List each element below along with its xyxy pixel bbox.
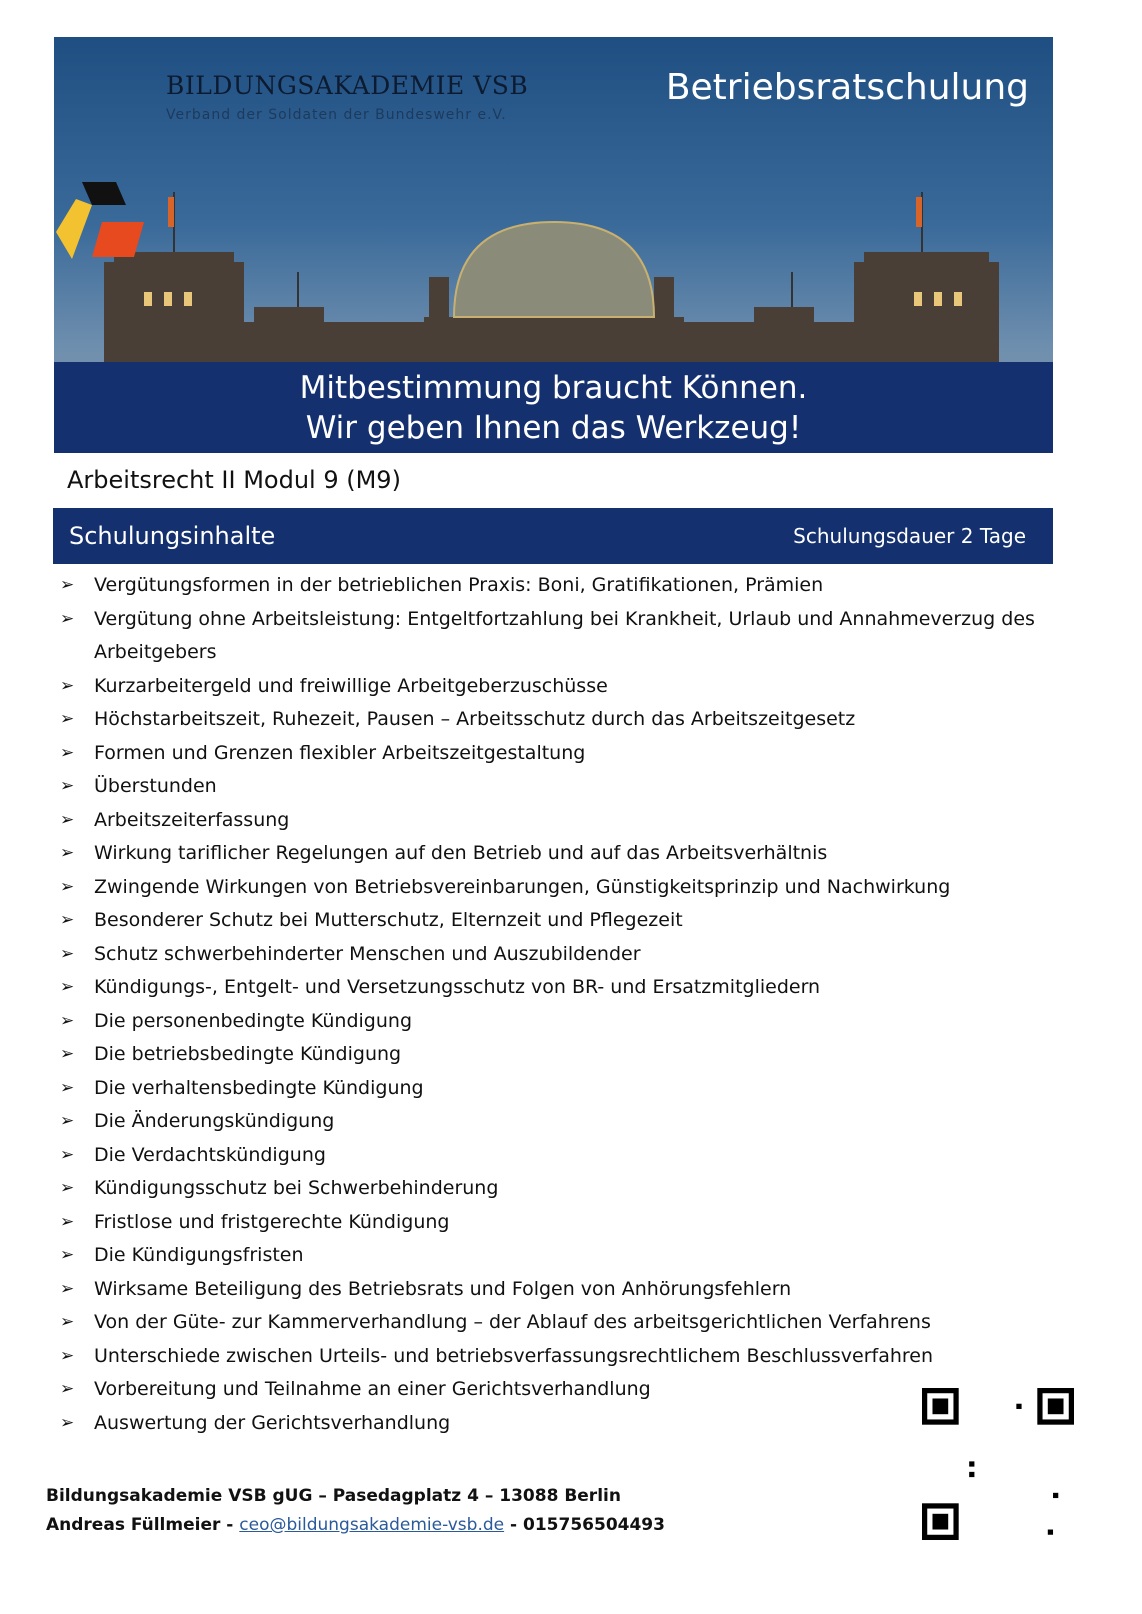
- list-item-text: Unterschiede zwischen Urteils- und betriebsverfassungsrechtlichem Beschlussverfahren: [94, 1344, 934, 1367]
- list-item-text: Höchstarbeitszeit, Ruhezeit, Pausen – Arbeitsschutz durch das Arbeitszeitgesetz: [94, 708, 856, 730]
- arrow-bullet-icon: ➢: [60, 1278, 75, 1299]
- duration: Schulungsdauer 2 Tage: [793, 524, 1026, 548]
- list-item: [60, 938, 1070, 972]
- list-item: [60, 1373, 1070, 1407]
- list-item: [60, 703, 1070, 737]
- content-list: [60, 569, 1070, 1440]
- arrow-bullet-icon: ➢: [60, 742, 75, 763]
- arrow-bullet-icon: ➢: [60, 1345, 75, 1366]
- list-item: [60, 603, 1070, 670]
- arrow-bullet-icon: ➢: [60, 910, 75, 930]
- list-item: [60, 1407, 1070, 1441]
- list-item: [60, 904, 1070, 938]
- list-item-text: Vergütungsformen in der betrieblichen Praxis: Boni, Gratifikationen, Prämien: [94, 574, 824, 596]
- arrow-bullet-icon: ➢: [60, 1245, 75, 1265]
- list-item: [60, 1038, 1070, 1072]
- list-item-text: Formen und Grenzen flexibler Arbeitszeitgestaltung: [94, 741, 586, 764]
- logo-icon: [54, 177, 149, 262]
- list-item: [60, 971, 1070, 1005]
- arrow-bullet-icon: ➢: [60, 977, 75, 997]
- arrow-bullet-icon: ➢: [60, 1044, 75, 1064]
- slogan-line-1: Mitbestimmung braucht Können.: [299, 370, 808, 406]
- module-title: Arbeitsrecht II Modul 9 (M9): [67, 466, 401, 494]
- arrow-bullet-icon: ➢: [60, 943, 75, 964]
- slogan-line-2: Wir geben Ihnen das Werkzeug!: [305, 410, 802, 446]
- list-item-text: Von der Güte- zur Kammerverhandlung – der Ablauf des arbeitsgerichtlichen Verfahrens: [94, 1311, 931, 1333]
- list-item-text: Wirkung tariflicher Regelungen auf den Betrieb und auf das Arbeitsverhältnis: [94, 842, 828, 864]
- list-item-text: Die personenbedingte Kündigung: [94, 1009, 413, 1032]
- document-title: Betriebsratschulung: [665, 67, 1029, 108]
- list-item-text: Vergütung ohne Arbeitsleistung: Entgeltfortzahlung bei Krankheit, Urlaub und Annahmeverzug des Arbeitgebers: [94, 607, 1035, 663]
- phone: - 015756504493: [504, 1515, 665, 1535]
- arrow-bullet-icon: ➢: [60, 809, 75, 830]
- arrow-bullet-icon: ➢: [60, 1010, 75, 1031]
- list-item-text: Besonderer Schutz bei Mutterschutz, Elternzeit und Pflegezeit: [94, 909, 683, 931]
- list-item-text: Arbeitszeiterfassung: [94, 808, 290, 831]
- list-item-text: Kurzarbeitergeld und freiwillige Arbeitgeberzuschüsse: [94, 674, 608, 697]
- arrow-bullet-icon: ➢: [60, 675, 75, 696]
- list-item: [60, 804, 1070, 838]
- list-item: [60, 737, 1070, 771]
- arrow-bullet-icon: ➢: [60, 1178, 75, 1198]
- arrow-bullet-icon: ➢: [60, 876, 75, 897]
- section-header: [53, 508, 1053, 564]
- list-item: [60, 1306, 1070, 1340]
- list-item-text: Die Änderungskündigung: [94, 1110, 335, 1132]
- arrow-bullet-icon: ➢: [60, 1412, 75, 1433]
- arrow-bullet-icon: ➢: [60, 575, 75, 595]
- list-item-text: Fristlose und fristgerechte Kündigung: [94, 1210, 450, 1233]
- list-item: [60, 1273, 1070, 1307]
- reichstag-illustration: [54, 177, 1053, 367]
- list-item: [60, 670, 1070, 704]
- list-item-text: Die Verdachtskündigung: [94, 1143, 326, 1166]
- header-image: [54, 37, 1053, 453]
- list-item: [60, 569, 1070, 603]
- list-item: [60, 1139, 1070, 1173]
- list-item-text: Kündigungsschutz bei Schwerbehinderung: [94, 1177, 499, 1199]
- footer: [46, 1482, 665, 1540]
- list-item-text: Die betriebsbedingte Kündigung: [94, 1043, 402, 1065]
- list-item-text: Wirksame Beteiligung des Betriebsrats und Folgen von Anhörungsfehlern: [94, 1277, 792, 1300]
- list-item: [60, 770, 1070, 804]
- list-item-text: Die Kündigungsfristen: [94, 1244, 304, 1266]
- list-item-text: Schutz schwerbehinderter Menschen und Auszubildender: [94, 942, 641, 965]
- list-item: [60, 1105, 1070, 1139]
- list-item: [60, 871, 1070, 905]
- list-item: [60, 1206, 1070, 1240]
- qr-code: [920, 1388, 1076, 1540]
- arrow-bullet-icon: ➢: [60, 608, 75, 629]
- brand-name: BILDUNGSAKADEMIE VSB: [166, 71, 529, 100]
- email-link[interactable]: ceo@bildungsakademie-vsb.de: [239, 1515, 505, 1535]
- list-item: [60, 837, 1070, 871]
- section-title: Schulungsinhalte: [69, 522, 276, 550]
- list-item-text: Auswertung der Gerichtsverhandlung: [94, 1411, 451, 1434]
- brand-subtitle: Verband der Soldaten der Bundeswehr e.V.: [166, 107, 507, 123]
- arrow-bullet-icon: ➢: [60, 1111, 75, 1131]
- arrow-bullet-icon: ➢: [60, 1312, 75, 1332]
- list-item: [60, 1340, 1070, 1374]
- arrow-bullet-icon: ➢: [60, 843, 75, 863]
- list-item-text: Die verhaltensbedingte Kündigung: [94, 1076, 424, 1099]
- list-item: [60, 1072, 1070, 1106]
- contact-name: Andreas Füllmeier -: [46, 1515, 240, 1535]
- arrow-bullet-icon: ➢: [60, 1211, 75, 1232]
- arrow-bullet-icon: ➢: [60, 1077, 75, 1098]
- arrow-bullet-icon: ➢: [60, 1144, 75, 1165]
- list-item: [60, 1005, 1070, 1039]
- arrow-bullet-icon: ➢: [60, 709, 75, 729]
- arrow-bullet-icon: ➢: [60, 776, 75, 796]
- list-item: [60, 1239, 1070, 1273]
- list-item-text: Kündigungs-, Entgelt- und Versetzungsschutz von BR- und Ersatzmitgliedern: [94, 976, 821, 998]
- arrow-bullet-icon: ➢: [60, 1379, 75, 1399]
- list-item: [60, 1172, 1070, 1206]
- list-item-text: Zwingende Wirkungen von Betriebsvereinbarungen, Günstigkeitsprinzip und Nachwirkung: [94, 875, 951, 898]
- address: Bildungsakademie VSB gUG – Pasedagplatz 4 – 13088 Berlin: [46, 1486, 621, 1506]
- slogan-banner: [54, 362, 1053, 453]
- list-item-text: Vorbereitung und Teilnahme an einer Gerichtsverhandlung: [94, 1378, 651, 1400]
- list-item-text: Überstunden: [94, 775, 217, 797]
